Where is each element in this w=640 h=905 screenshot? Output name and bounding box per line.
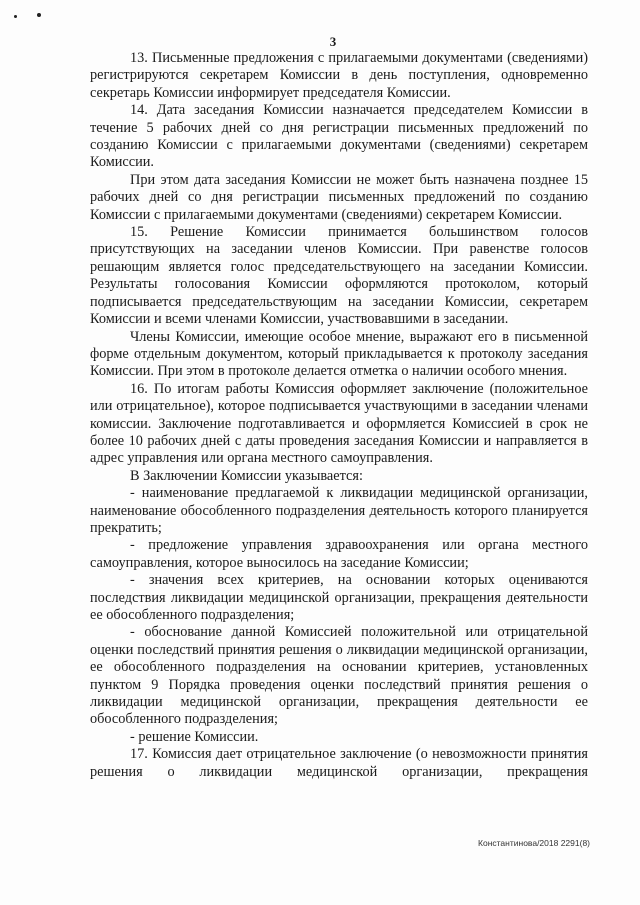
document-footer-id: Константинова/2018 2291(8) (478, 838, 590, 848)
paragraph-15-dissent: Члены Комиссии, имеющие особое мнение, выражают его в письменной форме отдельным документом, который прикладывается к протоколу заседания Комиссии. При этом в протоколе делается отметка о наличии особого мнения. (90, 328, 588, 380)
list-item: - наименование предлагаемой к ликвидации медицинской организации, наименование обособленного подразделения деятельность которого планируется прекратить; (90, 485, 588, 536)
document-body (90, 50, 588, 781)
paragraph-17: 17. Комиссия дает отрицательное заключение (о невозможности принятия решения о ликвидации медицинской организации, прекращения (90, 746, 588, 780)
scan-speck (37, 13, 41, 17)
paragraph-13: 13. Письменные предложения с прилагаемыми документами (сведениями) регистрируются секретарем Комиссии в день поступления, одновременно секретарь Комиссии информирует председателя Комиссии. (90, 50, 588, 101)
paragraph-14-deadline: При этом дата заседания Комиссии не может быть назначена позднее 15 рабочих дней со дня регистрации письменных предложений по созданию Комиссии с прилагаемыми документами (сведениями) секретарем Комиссии. (90, 171, 588, 223)
paragraph-16: 16. По итогам работы Комиссия оформляет заключение (положительное или отрицательное), которое подписывается участвующими в заседании членами комиссии. Заключение подготавливается и оформляется Комиссией в срок не более 10 рабочих дней с даты проведения заседания Комиссии и направляется в адрес управления или органа местного самоуправления. (90, 380, 588, 467)
paragraph-14: 14. Дата заседания Комиссии назначается председателем Комиссии в течение 5 рабочих дней со дня регистрации письменных предложений по созданию Комиссии с прилагаемыми документами (сведениями) секретарем Комиссии. (90, 102, 588, 171)
list-item: - решение Комиссии. (130, 728, 259, 745)
paragraph-15: 15. Решение Комиссии принимается большинством голосов присутствующих на заседании членов Комиссии. При равенстве голосов решающим является голос председательствующего на заседании Комиссии. Результаты голосования Комиссии оформляются протоколом, который подписывается председательствующим на заседании Комиссии, секретарем Комиссии и всеми членами Комиссии, участвовавшими в заседании. (90, 224, 588, 328)
conclusion-contents-intro: В Заключении Комиссии указывается: (130, 467, 363, 484)
list-item: - обоснование данной Комиссией положительной или отрицательной оценки последствий принятия решения о ликвидации медицинской организации, ее обособленного подразделения на основании критериев, установленных пунктом 9 Порядка проведения оценки последствий принятия решения о ликвидации медицинской организации, прекращения деятельности ее обособленного подразделения; (90, 624, 588, 728)
list-item: - значения всех критериев, на основании которых оцениваются последствия ликвидации медицинской организации, прекращения деятельности ее обособленного подразделения; (90, 572, 588, 623)
scan-speck (14, 15, 17, 18)
list-item: - предложение управления здравоохранения или органа местного самоуправления, которое выносилось на заседание Комиссии; (90, 537, 588, 571)
page-number: 3 (329, 34, 337, 49)
